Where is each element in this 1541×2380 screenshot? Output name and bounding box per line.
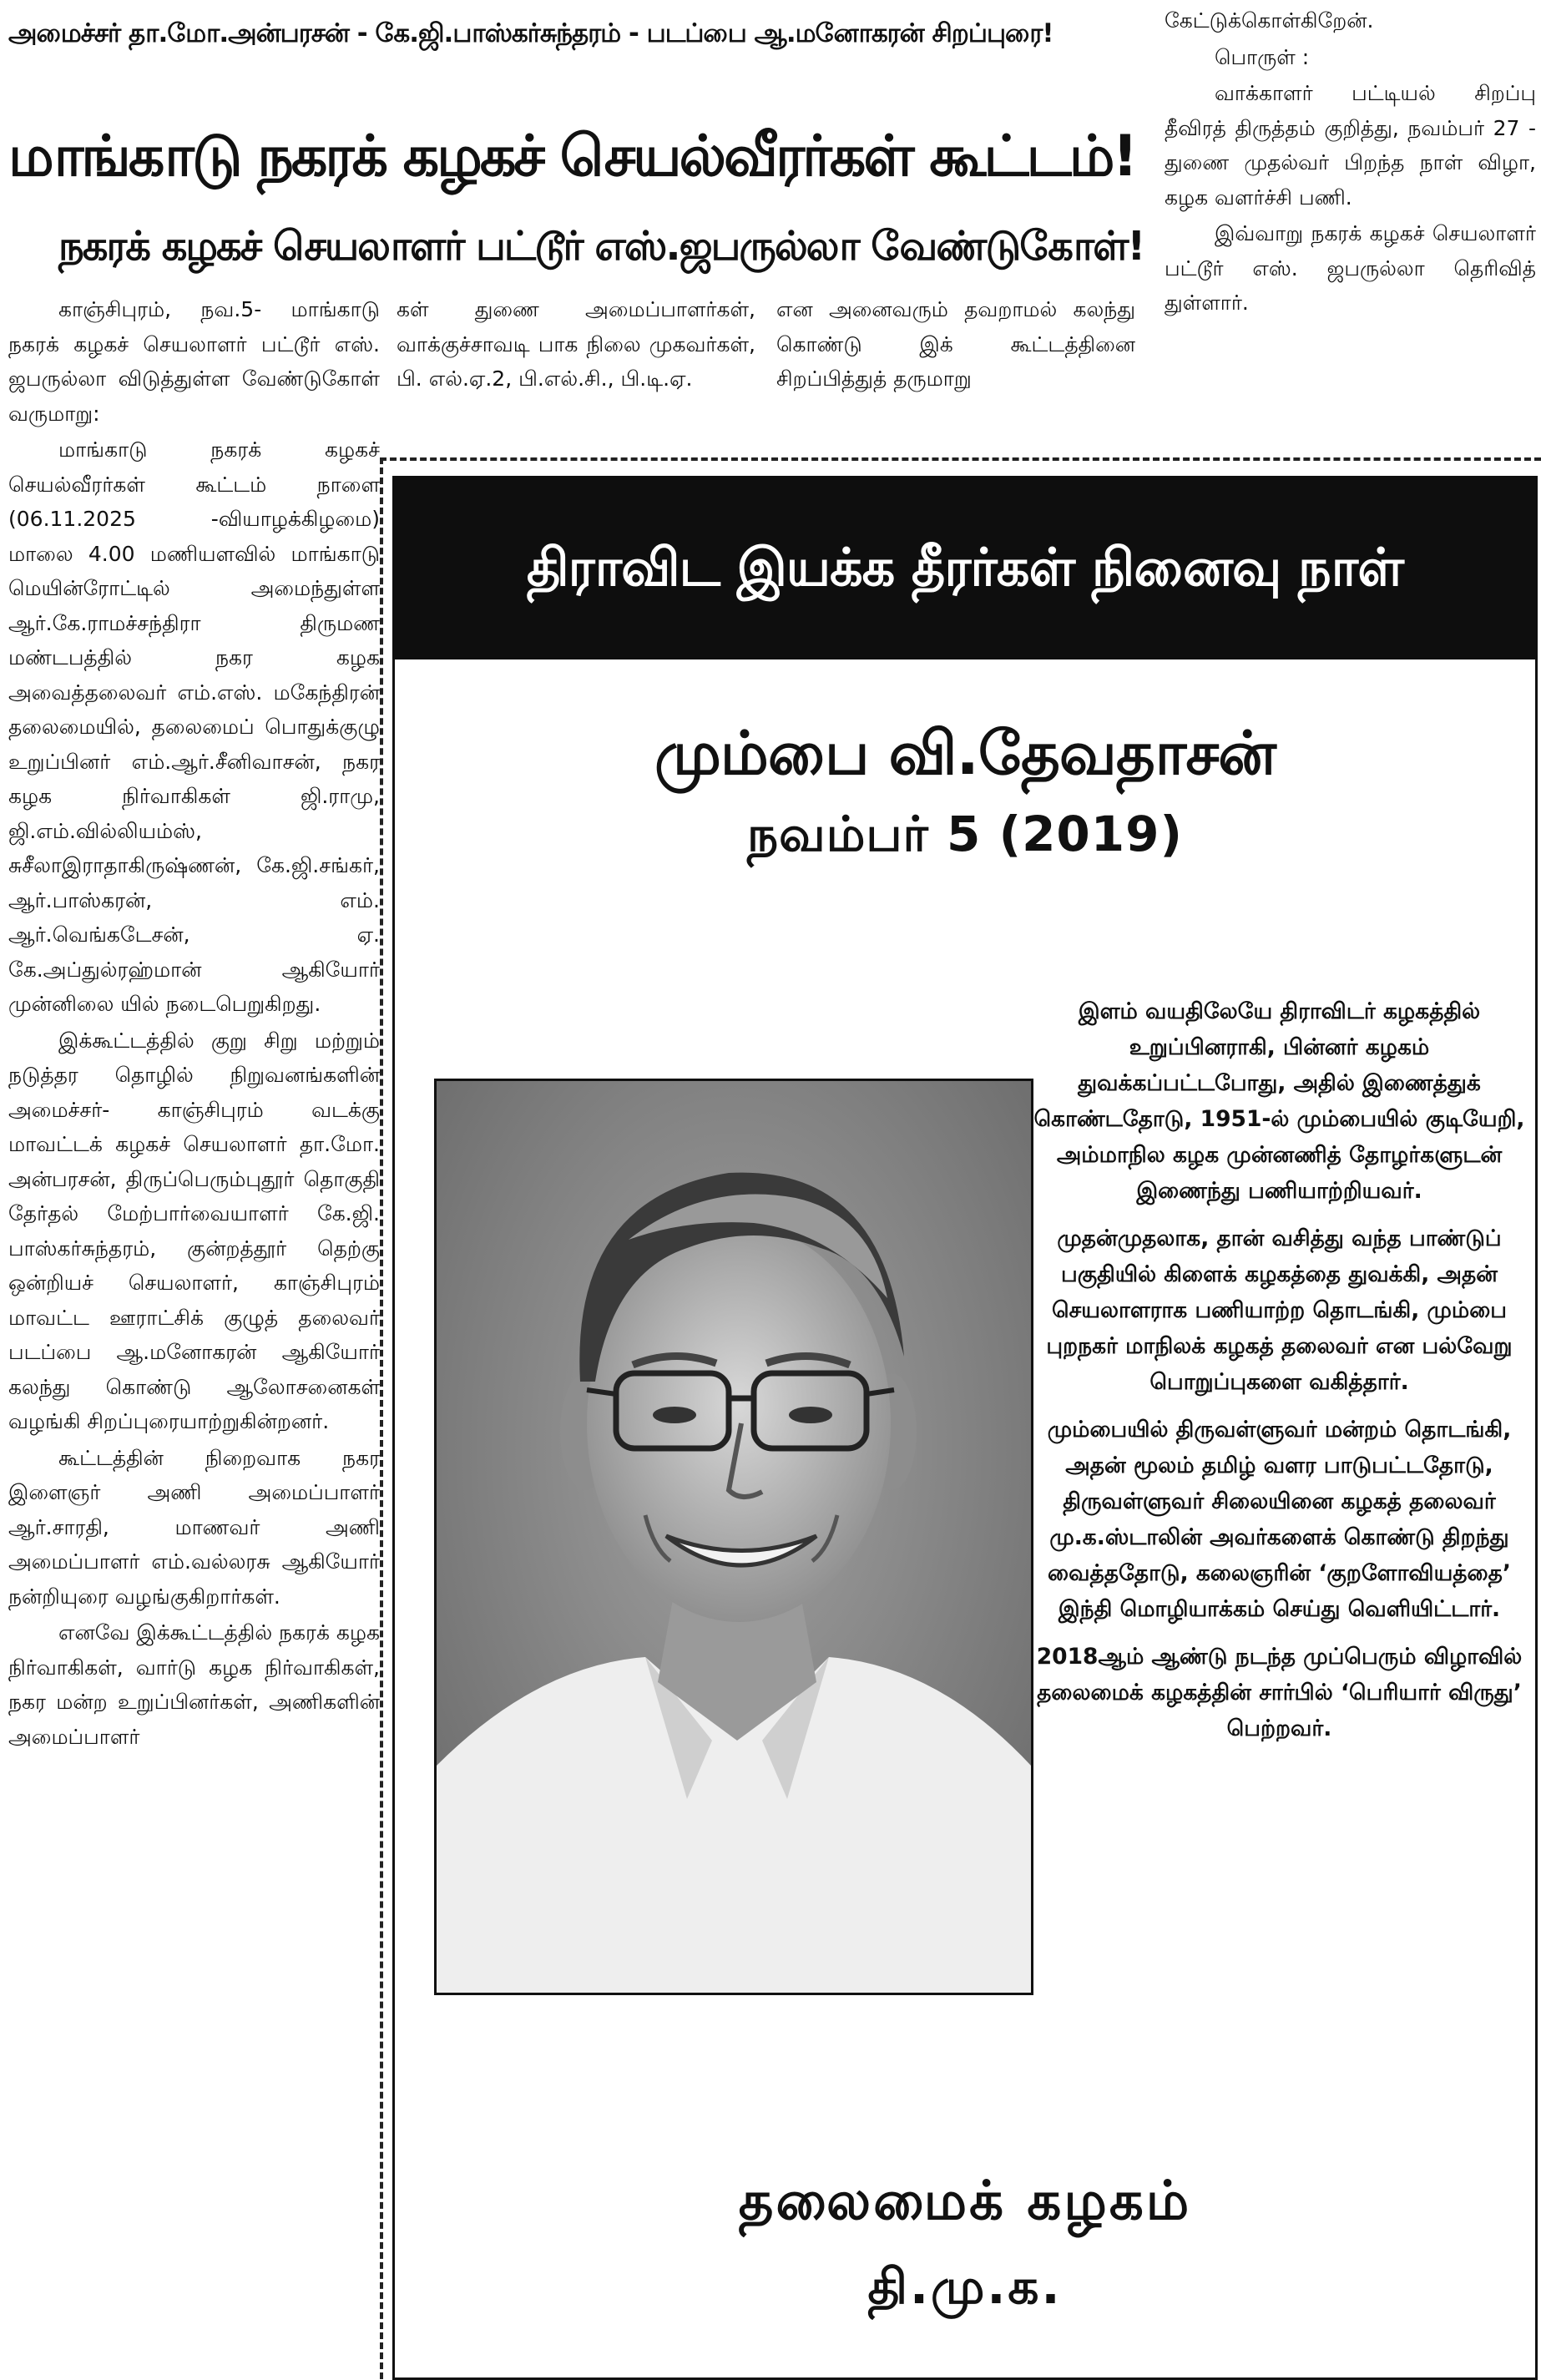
- article-headline: மாங்காடு நகரக் கழகச் செயல்வீரர்கள் கூட்டம்!: [8, 124, 1136, 189]
- dashed-divider-vertical: [380, 457, 383, 2379]
- article-paragraph: இவ்வாறு நகரக் கழகச் செயலாளர் பட்டூர் எஸ். ஜபருல்லா தெரிவித் துள்ளார்.: [1165, 221, 1536, 315]
- bio-paragraph: மும்பையில் திருவள்ளுவர் மன்றம் தொடங்கி, அதன் மூலம் தமிழ் வளர பாடுபட்டதோடு, திருவள்ளுவர் சிலையினை கழகத் தலைவர் மு.க.ஸ்டாலின் அவர்களைக் கொண்டு திறந்து வைத்ததோடு, கலைஞரின் ‘குறளோவியத்தை’ இந்தி மொழியாக்கம் செய்து வெளியிட்டார்.: [1047, 1417, 1512, 1622]
- article-paragraph: மாங்காடு நகரக் கழகச் செயல்வீரர்கள் கூட்டம் நாளை (06.11.2025 -வியாழக்கிழமை) மாலை 4.00 மணியளவில் மாங்காடு மெயின்ரோட்டில் அமைந்துள்ள ஆர்.கே.ராமச்சந்திரா திருமண மண்டபத்தில் நகர கழக அவைத்தலைவர் எம்.எஸ். மகேந்திரன் தலைமையில், தலைமைப் பொதுக்குழு உறுப்பினர் எம்.ஆர்.சீனிவாசன், நகர கழக நிர்வாகிகள் ஜி.ராமு, ஜி.எம்.வில்லியம்ஸ், சுசீலாஇராதாகிருஷ்ணன், கே.ஜி.சங்கர், ஆர்.பாஸ்கரன், எம். ஆர்.வெங்கடேசன், ஏ. கே.அப்துல்ரஹ்மான் ஆகியோர் முன்னிலை யில் நடைபெறுகிறது.: [8, 437, 380, 1016]
- memorial-biography: [1031, 993, 1528, 1758]
- article-paragraph: எனவே இக்கூட்டத்தில் நகரக் கழக நிர்வாகிகள், வார்டு கழக நிர்வாகிகள், நகர மன்ற உறுப்பினர்கள், அணிகளின் அமைப்பாளர்: [8, 1620, 380, 1749]
- memorial-signature-org: தலைமைக் கழகம்: [738, 2170, 1192, 2232]
- article-paragraph: கூட்டத்தின் நிறைவாக நகர இளைஞர் அணி அமைப்பாளர் ஆர்.சாரதி, மாணவர் அணி அமைப்பாளர் எம்.வல்லரசு ஆகியோர் நன்றியுரை வழங்குகிறார்கள்.: [8, 1445, 380, 1609]
- article-paragraph: இக்கூட்டத்தில் குறு சிறு மற்றும் நடுத்தர தொழில் நிறுவனங்களின் அமைச்சர்- காஞ்சிபுரம் வடக்கு மாவட்டக் கழகச் செயலாளர் தா.மோ. அன்பரசன், திருப்பெரும்புதூர் தொகுதி தேர்தல் மேற்பார்வையாளர் கே.ஜி. பாஸ்கர்சுந்தரம், குன்றத்தூர் தெற்கு ஒன்றியச் செயலாளர், காஞ்சிபுரம் மாவட்ட ஊராட்சிக் குழுத் தலைவர் படப்பை ஆ.மனோகரன் ஆகியோர் கலந்து கொண்டு ஆலோசனைகள் வழங்கி சிறப்புரையாற்றுகின்றனர்.: [8, 1028, 380, 1433]
- bio-paragraph: முதன்முதலாக, தான் வசித்து வந்த பாண்டுப் பகுதியில் கிளைக் கழகத்தை துவக்கி, அதன் செயலாளராக பணியாற்ற தொடங்கி, மும்பை புறநகர் மாநிலக் கழகத் தலைவர் என பல்வேறு பொறுப்புகளை வகித்தார்.: [1046, 1225, 1513, 1395]
- bio-paragraph: இளம் வயதிலேயே திராவிடர் கழகத்தில் உறுப்பினராகி, பின்னர் கழகம் துவக்கப்பட்டபோது, அதில் இணைத்துக் கொண்டதோடு, 1951-ல் மும்பையில் குடியேறி, அம்மாநில கழக முன்னணித் தோழர்களுடன் இணைந்து பணியாற்றியவர்.: [1033, 998, 1525, 1204]
- article-paragraph: கள் துணை அமைப்பாளர்கள், வாக்குச்சாவடி பாக நிலை முகவர்கள், பி. எல்.ஏ.2, பி.எல்.சி., பி.டி.ஏ.: [397, 297, 755, 391]
- bio-paragraph: 2018ஆம் ஆண்டு நடந்த முப்பெரும் விழாவில் தலைமைக் கழகத்தின் சார்பில் ‘பெரியார் விருது’ பெற்றவர்.: [1036, 1644, 1523, 1741]
- article-paragraph: கேட்டுக்கொள்கிறேன்.: [1165, 8, 1374, 33]
- memorial-signature-party: தி.மு.க.: [867, 2258, 1063, 2315]
- article-column-2: [397, 292, 755, 397]
- article-column-1: [8, 292, 380, 1754]
- article-paragraph: என அனைவரும் தவறாமல் கலந்து கொண்டு இக் கூட்டத்தினை சிறப்பித்துத் தருமாறு: [776, 297, 1135, 391]
- memorial-banner: திராவிட இயக்க தீரர்கள் நினைவு நாள்: [392, 476, 1538, 659]
- article-paragraph: காஞ்சிபுரம், நவ.5- மாங்காடு நகரக் கழகச் செயலாளர் பட்டூர் எஸ். ஜபருல்லா விடுத்துள்ள வேண்டுகோள் வருமாறு:: [8, 297, 380, 426]
- memorial-person-name: மும்பை வி.தேவதாசன்: [654, 718, 1276, 788]
- article-kicker: அமைச்சர் தா.மோ.அன்பரசன் - கே.ஜி.பாஸ்கர்சுந்தரம் - படப்பை ஆ.மனோகரன் சிறப்புரை!: [8, 18, 1053, 48]
- article-column-3: [776, 292, 1135, 397]
- memorial-portrait-photo: [434, 1079, 1033, 1995]
- article-paragraph: வாக்காளர் பட்டியல் சிறப்பு தீவிரத் திருத்தம் குறித்து, நவம்பர் 27 - துணை முதல்வர் பிறந்த நாள் விழா, கழக வளர்ச்சி பணி.: [1165, 81, 1536, 210]
- article-paragraph: பொருள் :: [1215, 44, 1310, 69]
- dashed-divider-horizontal: [380, 457, 1541, 461]
- article-subheadline: நகரக் கழகச் செயலாளர் பட்டூர் எஸ்.ஜபருல்லா வேண்டுகோள்!: [58, 223, 1144, 270]
- portrait-illustration: [437, 1081, 1031, 1993]
- memorial-date: நவம்பர் 5 (2019): [746, 806, 1184, 862]
- article-column-right: [1165, 3, 1536, 321]
